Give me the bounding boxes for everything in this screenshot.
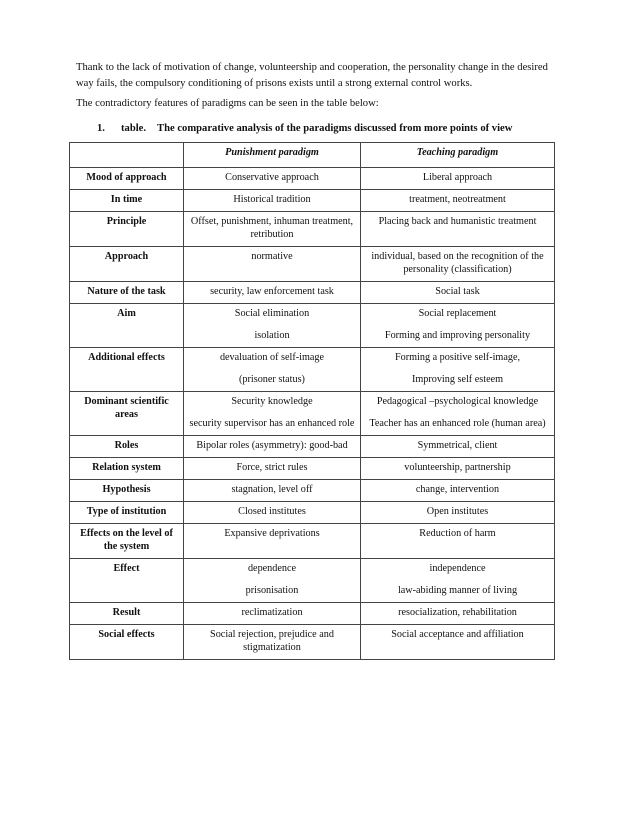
header-punishment: Punishment paradigm	[184, 143, 361, 168]
row-label: Effects on the level of the system	[70, 524, 184, 559]
table-row	[70, 524, 555, 559]
punishment-cell-text: Social elimination	[234, 308, 310, 319]
table-body	[70, 168, 555, 660]
teaching-cell-text: individual, based on the recognition of the personality (classification)	[371, 251, 544, 275]
table-row	[70, 282, 555, 304]
punishment-cell	[184, 480, 361, 502]
table-row	[70, 480, 555, 502]
row-label: Relation system	[70, 458, 184, 480]
punishment-cell	[184, 304, 361, 348]
teaching-cell-text: Forming and improving personality	[384, 330, 531, 341]
table-row	[70, 559, 555, 603]
punishment-cell	[184, 392, 361, 436]
teaching-cell	[361, 282, 555, 304]
teaching-cell-text: change, intervention	[415, 484, 500, 495]
punishment-cell-text: Social rejection, prejudice and stigmatization	[210, 629, 334, 653]
teaching-cell	[361, 304, 555, 348]
teaching-cell	[361, 348, 555, 392]
teaching-cell	[361, 392, 555, 436]
punishment-cell	[184, 559, 361, 603]
punishment-cell	[184, 524, 361, 559]
teaching-cell-text: Social replacement	[418, 308, 497, 319]
punishment-cell-text: prisonisation	[245, 585, 299, 596]
comparison-table	[69, 142, 555, 660]
teaching-cell-text: law-abiding manner of living	[397, 585, 518, 596]
caption-label: table.	[121, 123, 147, 134]
row-label: Hypothesis	[70, 480, 184, 502]
row-label: Roles	[70, 436, 184, 458]
teaching-cell	[361, 625, 555, 660]
teaching-cell	[361, 524, 555, 559]
row-label: Additional effects	[70, 348, 184, 392]
teaching-cell	[361, 603, 555, 625]
table-row	[70, 190, 555, 212]
table-row	[70, 212, 555, 247]
punishment-cell-text: Expansive deprivations	[224, 528, 320, 539]
row-label: Principle	[70, 212, 184, 247]
table-row	[70, 304, 555, 348]
punishment-cell	[184, 247, 361, 282]
punishment-cell-text: Closed institutes	[238, 506, 306, 517]
teaching-cell-text: treatment, neotreatment	[409, 194, 506, 205]
teaching-cell-text: Placing back and humanistic treatment	[378, 216, 537, 227]
punishment-cell-text: Historical tradition	[233, 194, 311, 205]
punishment-cell-text: Conservative approach	[225, 172, 319, 183]
punishment-cell-text: dependence	[247, 563, 297, 574]
caption-number: 1.	[97, 123, 105, 134]
caption-title: The comparative analysis of the paradigms discussed from more points of view	[157, 123, 513, 134]
table-row	[70, 458, 555, 480]
punishment-cell-text: devaluation of self-image	[219, 352, 325, 363]
punishment-cell	[184, 190, 361, 212]
teaching-cell-text: independence	[429, 563, 486, 574]
row-label: Dominant scientific areas	[70, 392, 184, 436]
table-row	[70, 392, 555, 436]
punishment-cell	[184, 348, 361, 392]
teaching-cell	[361, 559, 555, 603]
table-row	[70, 247, 555, 282]
table-row	[70, 436, 555, 458]
teaching-cell	[361, 480, 555, 502]
row-label: Social effects	[70, 625, 184, 660]
teaching-cell	[361, 436, 555, 458]
teaching-cell	[361, 458, 555, 480]
row-label: Type of institution	[70, 502, 184, 524]
teaching-cell	[361, 168, 555, 190]
punishment-cell-text: Offset, punishment, inhuman treatment, retribution	[190, 216, 354, 240]
punishment-cell-text: reclimatization	[241, 607, 303, 618]
teaching-cell	[361, 190, 555, 212]
teaching-cell-text: Liberal approach	[422, 172, 493, 183]
teaching-cell-text: Teacher has an enhanced role (human area)	[369, 418, 546, 429]
punishment-cell-text: Bipolar roles (asymmetry): good-bad	[196, 440, 348, 451]
table-caption	[97, 122, 567, 136]
intro-paragraph: The contradictory features of paradigms can be seen in the table below:	[76, 98, 379, 109]
teaching-cell-text: Symmetrical, client	[417, 440, 498, 451]
punishment-cell-text: normative	[251, 251, 293, 262]
teaching-cell-text: volunteership, partnership	[404, 462, 511, 473]
table-row	[70, 502, 555, 524]
teaching-cell-text: Social acceptance and affiliation	[391, 629, 524, 640]
punishment-cell-text: security, law enforcement task	[210, 286, 334, 297]
punishment-cell	[184, 603, 361, 625]
punishment-cell	[184, 625, 361, 660]
teaching-cell-text: Open institutes	[426, 506, 489, 517]
punishment-cell	[184, 212, 361, 247]
teaching-cell-text: Improving self esteem	[411, 374, 504, 385]
table-row	[70, 168, 555, 190]
punishment-cell	[184, 436, 361, 458]
punishment-cell-text: security supervisor has an enhanced role	[189, 418, 355, 429]
header-teaching: Teaching paradigm	[361, 143, 555, 168]
intro-paragraph: Thank to the lack of motivation of change, volunteership and cooperation, the personality change in the desired way fails, the compulsory conditioning of prisons exists until a strong external control works.	[76, 62, 548, 89]
punishment-cell-text: stagnation, level off	[231, 484, 313, 495]
punishment-cell-text: Force, strict rules	[236, 462, 308, 473]
table-row	[70, 625, 555, 660]
teaching-cell-text: resocialization, rehabilitation	[398, 607, 517, 618]
header-empty-cell	[70, 143, 184, 168]
table-header-row	[70, 143, 555, 168]
row-label: Approach	[70, 247, 184, 282]
punishment-cell	[184, 282, 361, 304]
punishment-cell-text: (prisoner status)	[239, 374, 305, 385]
punishment-cell-text: Security knowledge	[231, 396, 313, 407]
teaching-cell-text: Forming a positive self-image,	[394, 352, 521, 363]
table-row	[70, 348, 555, 392]
row-label: Aim	[70, 304, 184, 348]
punishment-cell	[184, 168, 361, 190]
table-row	[70, 603, 555, 625]
teaching-cell-text: Social task	[435, 286, 480, 297]
teaching-cell-text: Reduction of harm	[419, 528, 496, 539]
teaching-cell	[361, 502, 555, 524]
row-label: Effect	[70, 559, 184, 603]
row-label: Result	[70, 603, 184, 625]
teaching-cell	[361, 212, 555, 247]
punishment-cell-text: isolation	[254, 330, 290, 341]
row-label: Nature of the task	[70, 282, 184, 304]
punishment-cell	[184, 502, 361, 524]
row-label: Mood of approach	[70, 168, 184, 190]
teaching-cell-text: Pedagogical –psychological knowledge	[376, 396, 539, 407]
punishment-cell	[184, 458, 361, 480]
row-label: In time	[70, 190, 184, 212]
teaching-cell	[361, 247, 555, 282]
